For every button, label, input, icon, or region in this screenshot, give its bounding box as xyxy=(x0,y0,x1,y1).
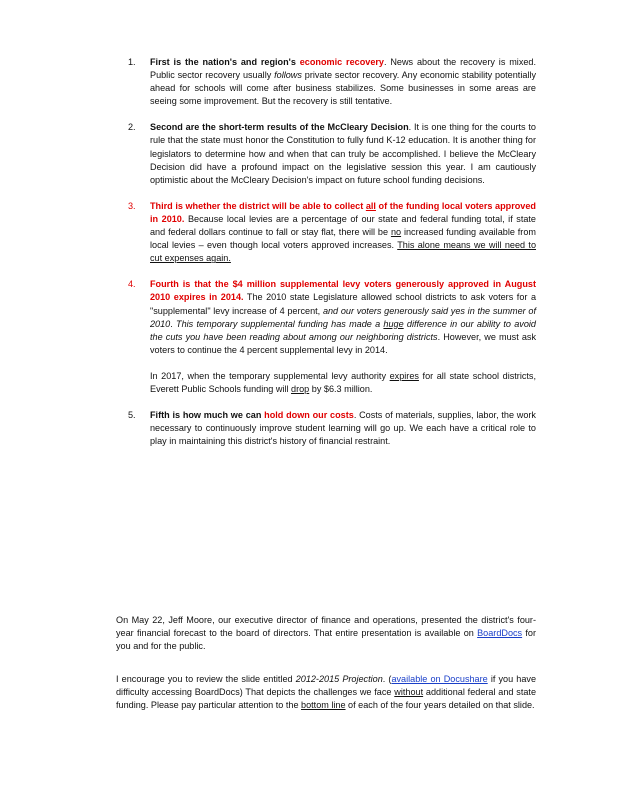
item-number: 5. xyxy=(128,410,136,421)
item-lead: Fifth is how much we can xyxy=(150,410,265,421)
para-text: additional federal and state funding. Please pay particular attention to the xyxy=(116,687,537,711)
item-text-italic: and our voters generously said yes in the summer of 2010 xyxy=(150,305,536,329)
para-text-underlined: bottom line xyxy=(301,700,346,711)
para-text: for you and for the public. xyxy=(116,628,536,652)
list-item-2 xyxy=(116,121,536,186)
list-item-4 xyxy=(116,278,536,396)
item-text-italic: follows xyxy=(274,70,302,81)
para-text: On May 22, Jeff Moore, our executive director of finance and operations, presented the district's four-year financial forecast to the board of directors. That entire presentation is available on xyxy=(116,615,536,639)
item-lead-highlight: Third is whether the district will be able to collect xyxy=(150,200,366,211)
item-number: 4. xyxy=(128,279,136,290)
item-text: Because local levies are a percentage of our state and federal funding total, if state and federal dollars continue to fall or stay flat, there will be xyxy=(150,213,536,238)
list-item-3 xyxy=(116,200,536,265)
sub-text: for all state school districts, Everett Public Schools funding will xyxy=(150,370,536,394)
item-lead-highlight: economic recovery xyxy=(299,57,384,67)
forecast-paragraph xyxy=(116,614,536,653)
item-number: 2. xyxy=(128,122,136,133)
item-number: 1. xyxy=(128,57,136,67)
item-lead-highlight: hold down our costs xyxy=(264,410,354,421)
item-text-underlined: This alone means we will need to cut expenses again. xyxy=(150,240,537,264)
item-text: . xyxy=(170,318,177,329)
list-item-5 xyxy=(116,409,536,448)
sub-text: by $6.3 million. xyxy=(309,383,373,394)
para-text: . ( xyxy=(382,674,392,684)
item-text: . News about the recovery is mixed. Public sector recovery usually xyxy=(150,57,537,81)
item-text-italic: This temporary supplemental funding has made a xyxy=(176,318,384,329)
item-number: 3. xyxy=(128,200,136,211)
item-sub-paragraph xyxy=(150,370,536,396)
sub-text-underlined: expires xyxy=(389,370,419,381)
para-text: of each of the four years detailed on that slide. xyxy=(345,700,535,711)
item-text-underlined: no xyxy=(390,227,402,238)
item-lead-highlight: Fourth is that the $4 million supplemental levy voters generously approved in August 2010 expires in 2014. xyxy=(150,279,536,303)
item-text-italic-underlined: huge xyxy=(383,318,404,329)
item-text: increased funding available from local levies – even though local voters approved increases. xyxy=(150,227,536,251)
docushare-link[interactable]: available on Docushare xyxy=(391,674,488,684)
item-lead-highlight: of the funding local voters approved in 2010. xyxy=(150,200,536,224)
sub-text: In 2017, when the temporary supplemental levy authority xyxy=(150,370,390,381)
para-text: I encourage you to review the slide entitled xyxy=(116,674,296,684)
list-item-1 xyxy=(116,56,536,108)
boarddocs-link[interactable]: BoardDocs xyxy=(477,628,523,639)
item-text: . However, we must ask voters to continue the 4 percent supplemental levy in 2014. xyxy=(150,331,536,355)
para-text-underlined: without xyxy=(394,687,424,698)
numbered-list xyxy=(116,56,536,461)
item-lead: Second are the short-term results of the McCleary Decision xyxy=(150,122,409,133)
item-text: . Costs of materials, supplies, labor, the work necessary to continuously improve student learning will go up. We each have a critical role to play in maintaining this district's history of financial restraint. xyxy=(150,410,536,447)
sub-text-underlined: drop xyxy=(291,383,310,394)
item-lead: First is the nation's and region's xyxy=(150,57,300,67)
item-text: private sector recovery. Any economic stability potentially ahead for schools will come after business stabilizes. Some businesses in some areas are seeing some improvement. But the recovery is still tentative. xyxy=(150,70,536,107)
para-text: if you have difficulty accessing BoardDocs) That depicts the challenges we face xyxy=(116,674,537,698)
slide-title-italic: 2012-2015 Projection xyxy=(295,674,383,684)
item-lead-underlined: all xyxy=(365,200,376,211)
slide-paragraph xyxy=(116,673,536,712)
item-text: . It is one thing for the courts to rule that the state must honor the Constitution to fully fund K-12 education. It is another thing for legislators to determine how and when that can truly be accomplished. I believe the McCleary Decision did have a profound impact on the legislative session this year. I am cautiously optimistic about the McCleary Decision's impact on future school funding decisions. xyxy=(150,122,536,185)
item-text-italic: difference in our ability to avoid the cuts you have been reading about among our neighboring districts xyxy=(150,318,536,342)
item-text: The 2010 state Legislature allowed school districts to ask voters for a "supplemental" levy increase of 4 percent, xyxy=(150,292,537,316)
